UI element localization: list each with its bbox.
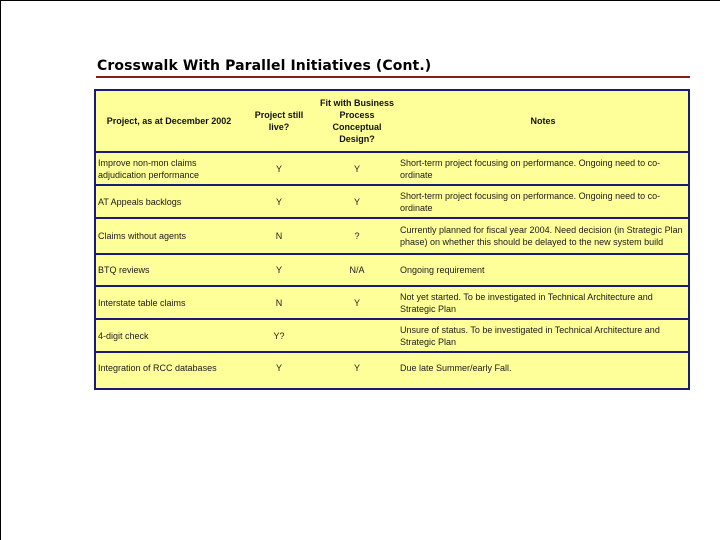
table-row: [96, 218, 688, 254]
slide-title: Crosswalk With Parallel Initiatives (Cont.): [97, 58, 432, 74]
cell-project: Integration of RCC databases: [98, 362, 217, 373]
cell-still-live: Y: [275, 196, 282, 207]
table-row: [96, 286, 688, 319]
table-header-row: [96, 91, 688, 152]
cell-notes: Ongoing requirement: [400, 265, 485, 275]
cell-notes: Currently planned for fiscal year 2004. Need decision (in Strategic Plan phase) on whether this should be delayed to the new system build: [400, 225, 683, 247]
cell-fit: N/A: [349, 265, 365, 275]
cell-notes: Short-term project focusing on performance. Ongoing need to co-ordinate: [400, 157, 661, 180]
cell-notes: Due late Summer/early Fall.: [400, 362, 512, 373]
cell-notes: Unsure of status. To be investigated in Technical Architecture and Strategic Plan: [400, 324, 660, 347]
cell-fit: Y: [353, 163, 360, 174]
table-row: [96, 152, 688, 185]
cell-still-live: Y?: [273, 330, 285, 341]
cell-notes: Not yet started. To be investigated in Technical Architecture and Strategic Plan: [400, 291, 653, 314]
cell-project: Claims without agents: [98, 231, 187, 241]
cell-still-live: Y: [275, 265, 282, 275]
cell-fit: ?: [354, 231, 360, 241]
cell-project: AT Appeals backlogs: [98, 196, 182, 207]
header-fit-business-process: Fit with Business Process Conceptual Design?: [319, 98, 394, 144]
cell-fit: Y: [353, 196, 360, 207]
cell-project: Improve non-mon claims adjudication performance: [98, 157, 200, 180]
header-project: Project, as at December 2002: [106, 116, 232, 126]
header-still-live: Project still live?: [254, 110, 304, 132]
cell-project: 4-digit check: [98, 330, 149, 341]
cell-notes: Short-term project focusing on performance. Ongoing need to co-ordinate: [400, 190, 661, 213]
table-row: [96, 185, 688, 218]
table-row: [96, 352, 688, 382]
table-row: [96, 254, 688, 286]
crosswalk-table-container: [94, 89, 690, 390]
cell-still-live: Y: [275, 163, 282, 174]
cell-fit: Y: [353, 297, 360, 308]
header-notes: Notes: [530, 116, 556, 126]
cell-project: BTQ reviews: [98, 265, 150, 275]
cell-fit: Y: [353, 362, 360, 373]
cell-still-live: N: [275, 231, 283, 241]
cell-project: Interstate table claims: [98, 297, 186, 308]
cell-fit: [316, 319, 398, 352]
crosswalk-table: [96, 91, 688, 382]
table-row: [96, 319, 688, 352]
cell-still-live: N: [275, 297, 283, 308]
title-underline: [96, 76, 690, 78]
cell-still-live: Y: [275, 362, 282, 373]
